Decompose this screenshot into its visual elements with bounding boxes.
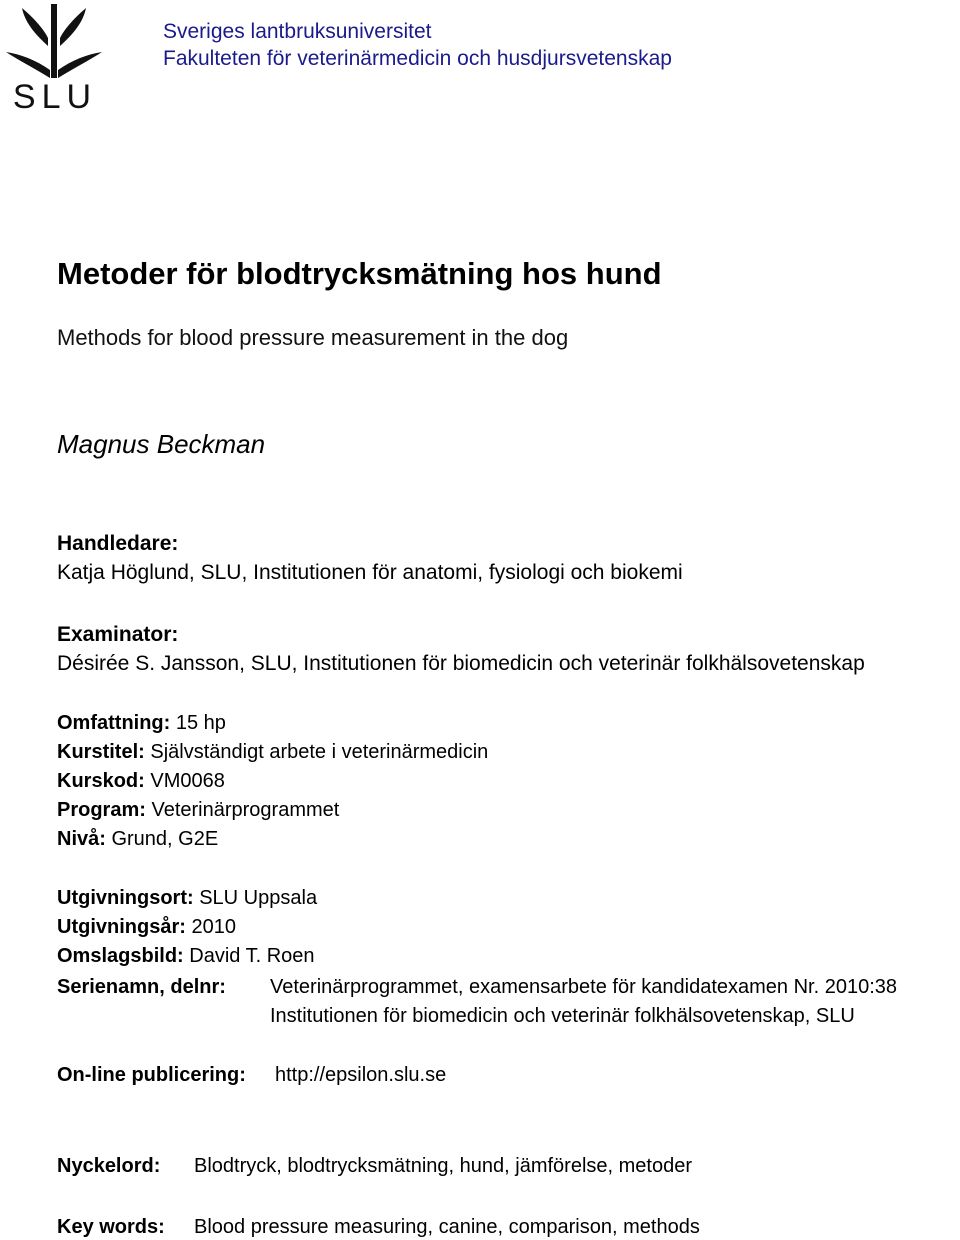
kurstitel-row (57, 740, 488, 764)
niva-value: Grund, G2E (111, 828, 219, 850)
utgivningsort-value: SLU Uppsala (199, 887, 318, 909)
kurstitel-label: Kurstitel: (57, 741, 145, 763)
title-swedish: Metoder för blodtrycksmätning hos hund (57, 256, 662, 291)
supervisor-label: Handledare: (57, 532, 179, 555)
examiner-label: Examinator: (57, 623, 179, 646)
omslagsbild-row (57, 944, 315, 968)
omfattning-row (57, 711, 226, 735)
kurstitel-value: Självständigt arbete i veterinärmedicin (150, 741, 489, 763)
utgivningsar-label: Utgivningsår: (57, 916, 186, 938)
omslagsbild-label: Omslagsbild: (57, 945, 184, 967)
nyckelord-value: Blodtryck, blodtrycksmätning, hund, jämförelse, metoder (194, 1155, 692, 1177)
serienamn-value-line2: Institutionen för biomedicin och veterinär folkhälsovetenskap, SLU (270, 1005, 855, 1027)
serienamn-value-line1: Veterinärprogrammet, examensarbete för kandidatexamen Nr. 2010:38 (270, 976, 898, 998)
program-value: Veterinärprogrammet (151, 799, 340, 821)
online-label: On-line publicering: (57, 1064, 246, 1086)
niva-label: Nivå: (57, 828, 106, 850)
author-name: Magnus Beckman (57, 429, 266, 459)
online-link[interactable]: http://epsilon.slu.se (275, 1064, 447, 1086)
serienamn-row (57, 975, 957, 999)
kurskod-row (57, 769, 225, 793)
kurskod-label: Kurskod: (57, 770, 145, 792)
supervisor-value: Katja Höglund, SLU, Institutionen för anatomi, fysiologi och biokemi (57, 561, 683, 584)
logo-text: SLU (12, 78, 98, 116)
program-row (57, 798, 339, 822)
omfattning-value: 15 hp (175, 712, 226, 734)
program-label: Program: (57, 799, 146, 821)
slu-logo (0, 0, 110, 118)
serienamn-label: Serienamn, delnr: (57, 976, 226, 998)
omfattning-label: Omfattning: (57, 712, 171, 734)
nyckelord-label: Nyckelord: (57, 1155, 161, 1177)
title-english: Methods for blood pressure measurement in the dog (57, 325, 569, 350)
university-name: Sveriges lantbruksuniversitet (163, 20, 432, 43)
keywords-row (57, 1215, 937, 1239)
faculty-name: Fakulteten för veterinärmedicin och husdjursvetenskap (163, 47, 672, 70)
omslagsbild-value: David T. Roen (189, 945, 315, 967)
online-row (57, 1063, 557, 1087)
utgivningsar-row (57, 915, 236, 939)
niva-row (57, 827, 218, 851)
kurskod-value: VM0068 (150, 770, 225, 792)
utgivningsort-label: Utgivningsort: (57, 887, 194, 909)
utgivningsar-value: 2010 (191, 916, 236, 938)
keywords-label: Key words: (57, 1216, 165, 1238)
utgivningsort-row (57, 886, 317, 910)
examiner-value: Désirée S. Jansson, SLU, Institutionen för biomedicin och veterinär folkhälsovetenskap (57, 652, 865, 675)
keywords-value: Blood pressure measuring, canine, comparison, methods (194, 1216, 700, 1238)
nyckelord-row (57, 1154, 937, 1178)
